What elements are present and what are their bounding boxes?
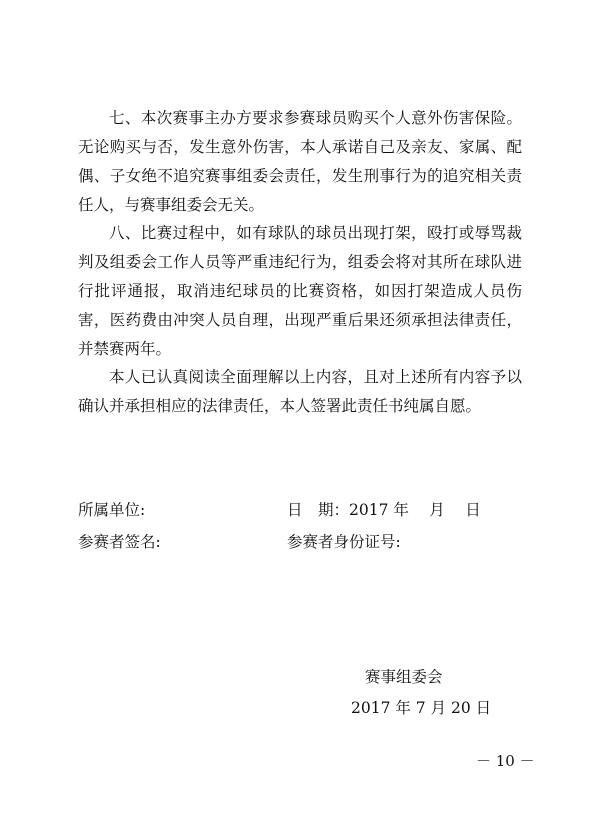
affiliated-unit-label: 所属单位: — [78, 501, 146, 519]
participant-signature-label: 参赛者签名: — [78, 533, 161, 551]
acknowledgement-paragraph: 本人已认真阅读全面理解以上内容，且对上述所有内容予以确认并承担相应的法律责任，本人签署此责任书纯属自愿。 — [78, 368, 522, 415]
issuer-name: 赛事组委会 — [365, 668, 443, 686]
clause-eight-paragraph: 八、比赛过程中，如有球队的球员出现打架，殴打或辱骂裁判及组委会工作人员等严重违纪行为，组委会将对其所在球队进行批评通报，取消违纪球员的比赛资格，如因打架造成人员伤害，医药费由冲突人员自理，出现严重后果还须承担法律责任，并禁赛两年。 — [78, 224, 522, 358]
clause-seven-paragraph: 七、本次赛事主办方要求参赛球员购买个人意外伤害保险。无论购买与否，发生意外伤害，本人承诺自己及亲友、家属、配偶、子女绝不追究赛事组委会责任，发生刑事行为的追究相关责任人，与赛事组委会无关。 — [78, 109, 522, 214]
date-label: 日 期：2017 年 月 日 — [287, 501, 481, 519]
issue-date: 2017 年 7 月 20 日 — [351, 699, 492, 717]
participant-id-number-label: 参赛者身份证号: — [287, 533, 401, 551]
page-number: － 10 － — [476, 752, 535, 770]
